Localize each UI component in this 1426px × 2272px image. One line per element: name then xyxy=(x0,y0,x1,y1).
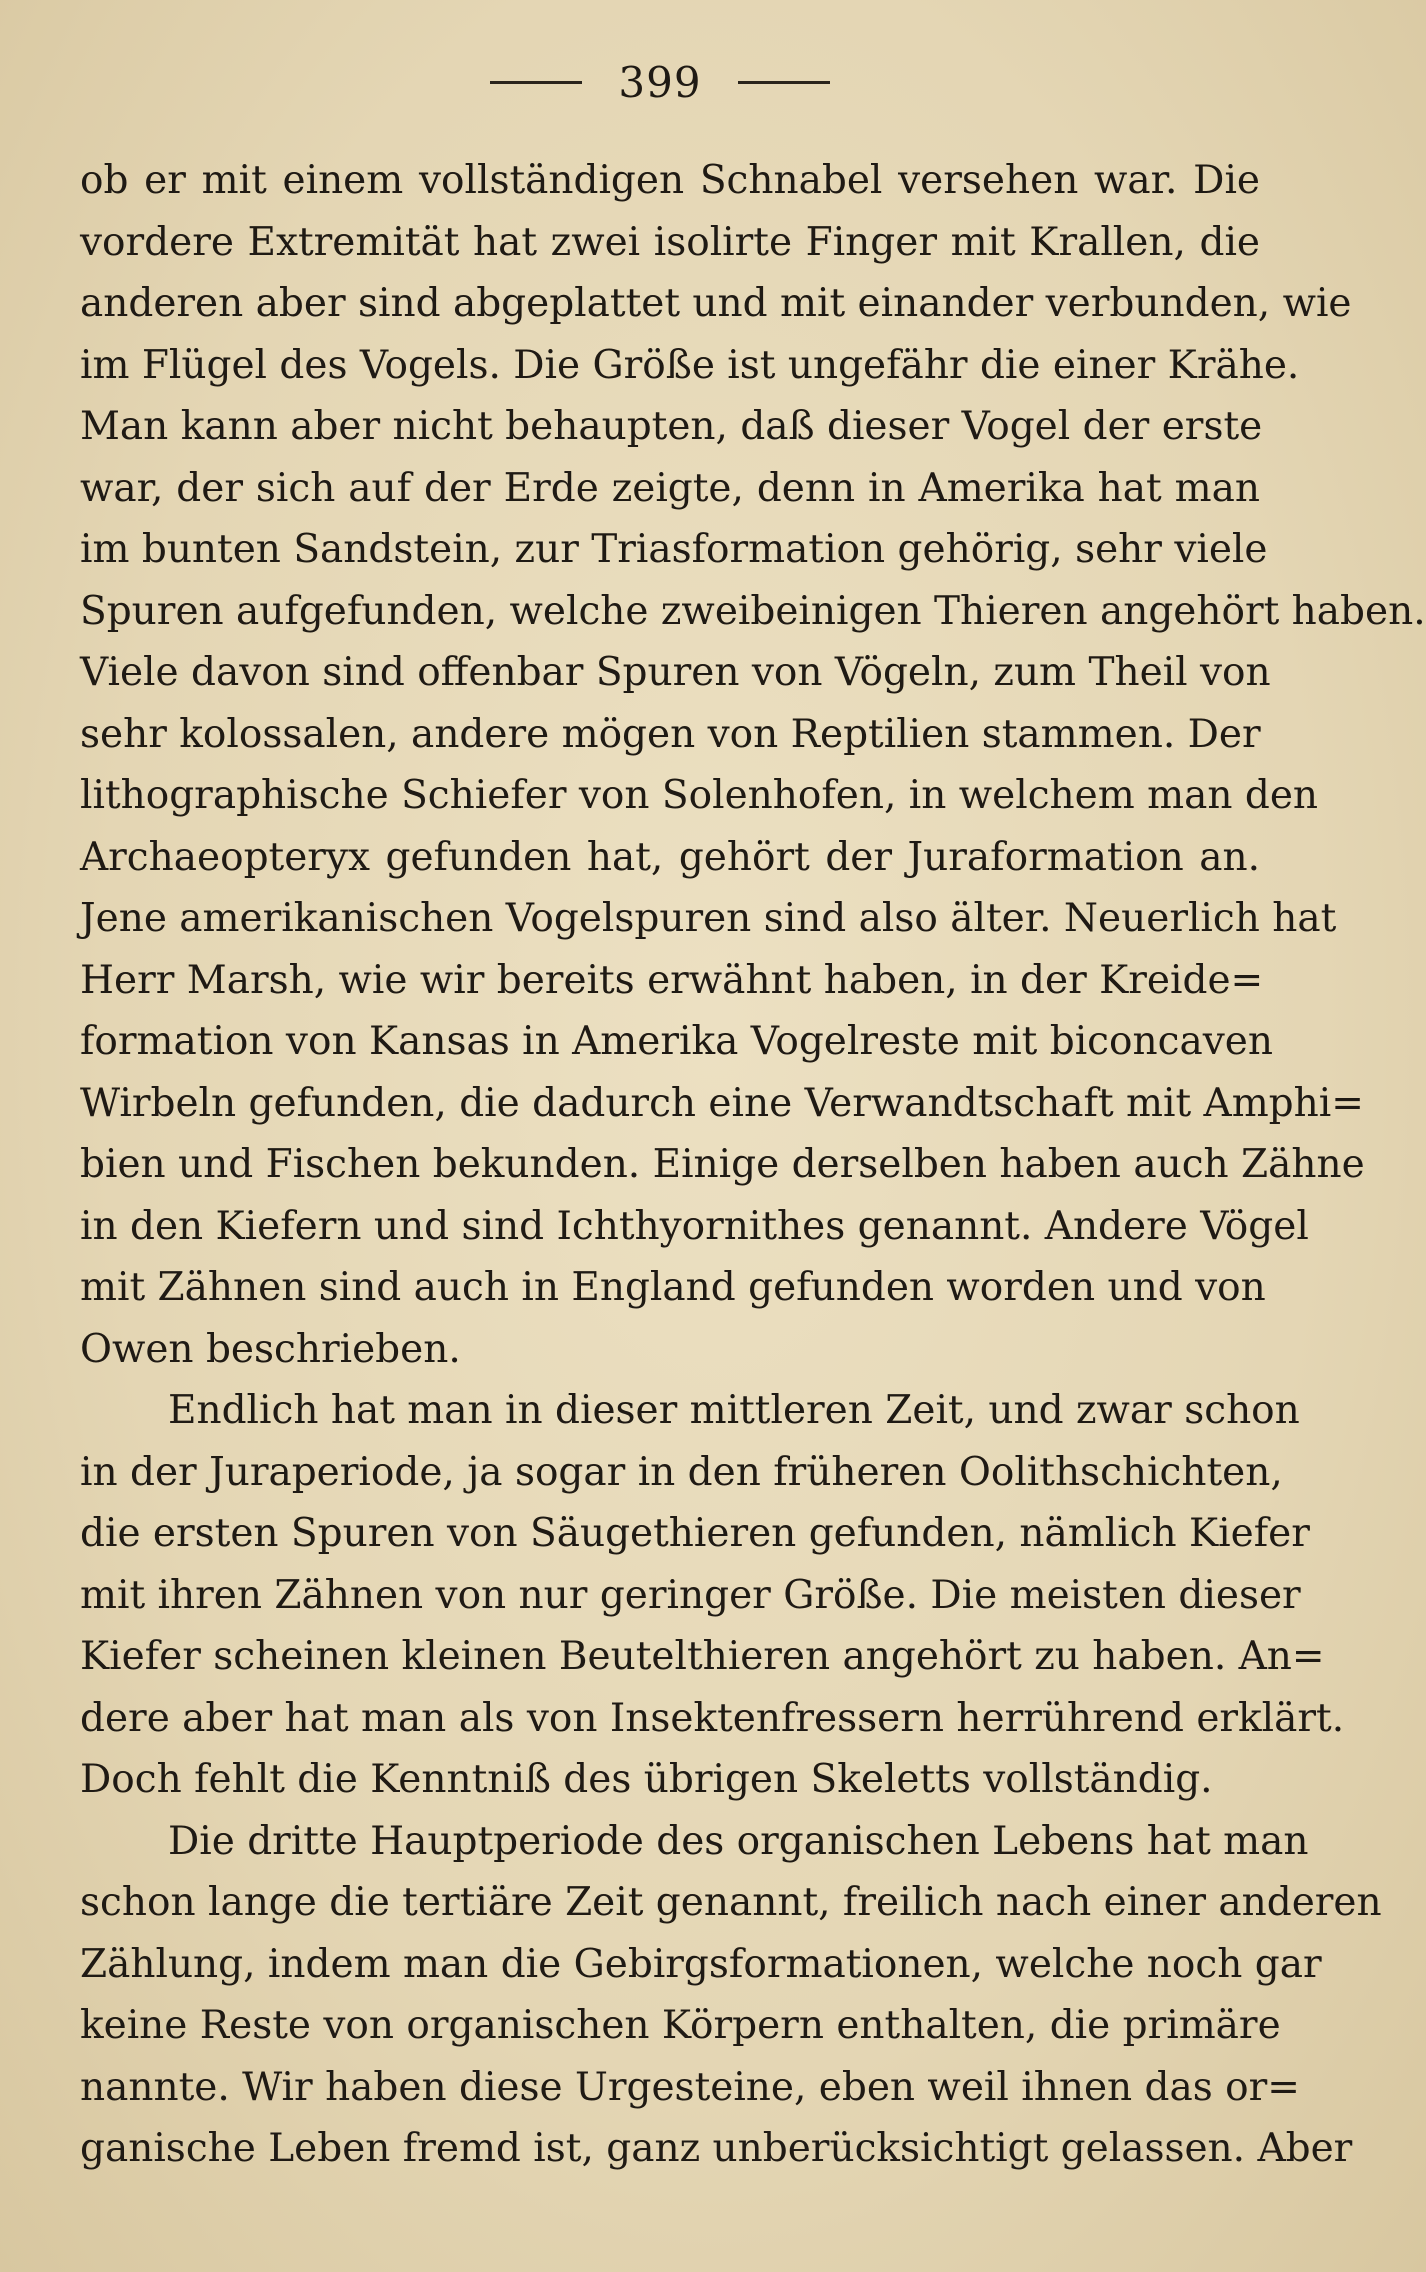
page-header xyxy=(0,52,1320,112)
paragraph xyxy=(80,150,1426,1380)
header-rule-right xyxy=(738,81,830,84)
text-line: dere aber hat man als von Insektenfressern herrührend erklärt. xyxy=(80,1695,1345,1741)
body-text xyxy=(80,150,1426,2180)
text-line: lithographische Schiefer von Solenhofen, in welchem man den xyxy=(80,773,1319,818)
paragraph xyxy=(80,1380,1345,1811)
text-line: in den Kiefern und sind Ichthyornithes genannt. Andere Vögel xyxy=(80,1203,1309,1249)
text-line: Viele davon sind offenbar Spuren von Vögeln, zum Theil von xyxy=(80,650,1271,695)
text-line: Spuren aufgefunden, welche zweibeinigen Thieren angehört haben. xyxy=(80,588,1426,634)
text-line: Endlich hat man in dieser mittleren Zeit, und zwar schon xyxy=(168,1388,1300,1433)
text-line: die ersten Spuren von Säugethieren gefunden, nämlich Kiefer xyxy=(80,1511,1310,1556)
text-line: im Flügel des Vogels. Die Größe ist ungefähr die einer Krähe. xyxy=(80,342,1300,388)
text-line: Kiefer scheinen kleinen Beutelthieren angehört zu haben. An= xyxy=(80,1634,1325,1679)
text-line: mit ihren Zähnen von nur geringer Größe. Die meisten dieser xyxy=(80,1572,1301,1618)
page-number: 399 xyxy=(618,57,702,107)
text-line: im bunten Sandstein, zur Triasformation gehörig, sehr viele xyxy=(80,527,1268,572)
text-line: Die dritte Hauptperiode des organischen Lebens hat man xyxy=(168,1818,1309,1864)
text-line: Herr Marsh, wie wir bereits erwähnt haben, in der Kreide= xyxy=(80,957,1264,1003)
paragraph xyxy=(80,1811,1382,2180)
text-line: ganische Leben fremd ist, ganz unberücksichtigt gelassen. Aber xyxy=(80,2126,1353,2171)
text-line: bien und Fischen bekunden. Einige derselben haben auch Zähne xyxy=(80,1142,1365,1187)
text-line: Man kann aber nicht behaupten, daß dieser Vogel der erste xyxy=(80,404,1263,449)
text-line: mit Zähnen sind auch in England gefunden worden und von xyxy=(80,1265,1266,1310)
text-line: nannte. Wir haben diese Urgesteine, eben weil ihnen das or= xyxy=(80,2064,1300,2110)
text-line: Zählung, indem man die Gebirgsformationen, welche noch gar xyxy=(80,1941,1322,1987)
text-line: Wirbeln gefunden, die dadurch eine Verwandtschaft mit Amphi= xyxy=(80,1080,1364,1126)
text-line: vordere Extremität hat zwei isolirte Finger mit Krallen, die xyxy=(80,219,1260,265)
text-line: in der Juraperiode, ja sogar in den früheren Oolithschichten, xyxy=(80,1449,1283,1495)
text-line: Archaeopteryx gefunden hat, gehört der Juraformation an. xyxy=(80,834,1260,880)
text-line: sehr kolossalen, andere mögen von Reptilien stammen. Der xyxy=(80,711,1261,757)
text-line: formation von Kansas in Amerika Vogelreste mit biconcaven xyxy=(80,1019,1273,1064)
text-line: Jene amerikanischen Vogelspuren sind also älter. Neuerlich hat xyxy=(80,896,1337,941)
text-line: Owen beschrieben. xyxy=(80,1326,461,1372)
text-line: ob er mit einem vollständigen Schnabel versehen war. Die xyxy=(80,158,1260,203)
text-line: Doch fehlt die Kenntniß des übrigen Skeletts vollständig. xyxy=(80,1757,1213,1802)
text-line: keine Reste von organischen Körpern enthalten, die primäre xyxy=(80,2003,1281,2048)
text-line: war, der sich auf der Erde zeigte, denn in Amerika hat man xyxy=(80,465,1260,511)
text-line: anderen aber sind abgeplattet und mit einander verbunden, wie xyxy=(80,281,1352,326)
header-rule-left xyxy=(490,81,582,84)
text-line: schon lange die tertiäre Zeit genannt, freilich nach einer anderen xyxy=(80,1880,1382,1925)
